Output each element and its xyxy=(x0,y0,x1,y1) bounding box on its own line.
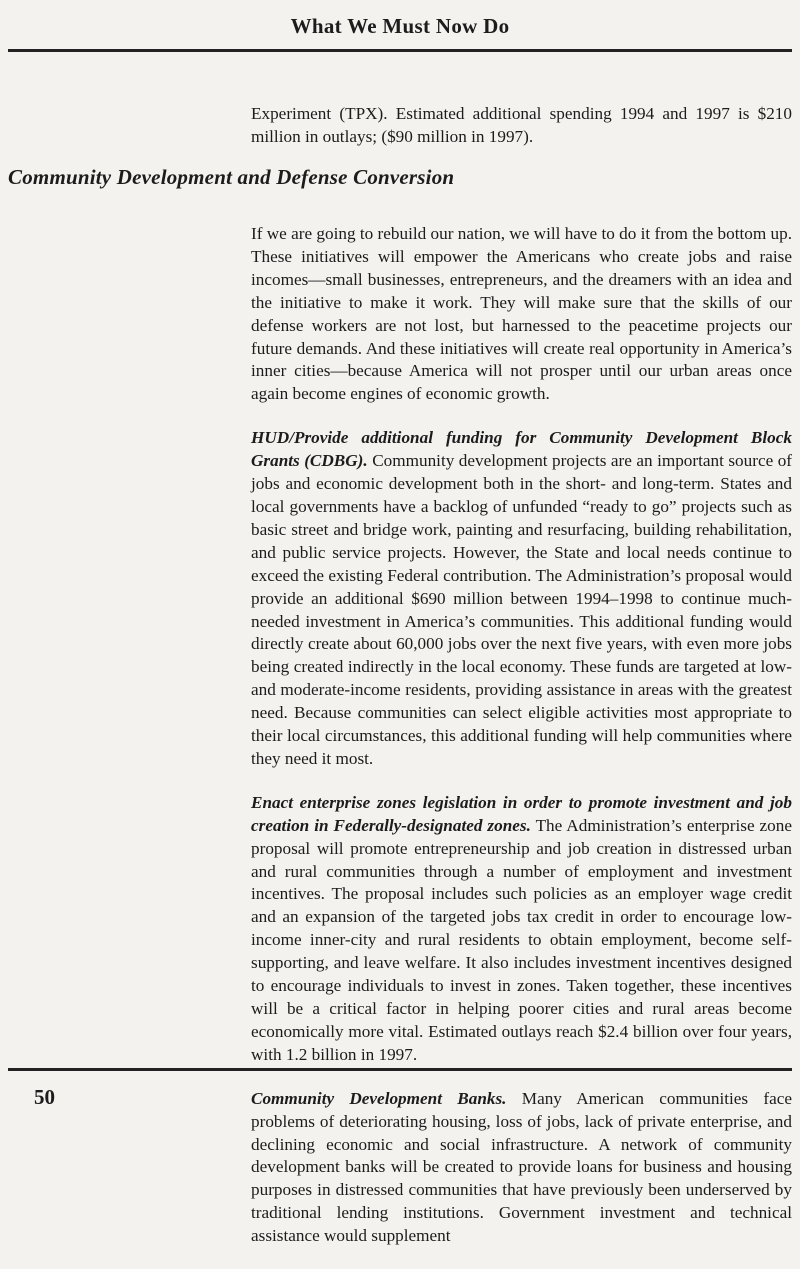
paragraph-text: Many American communities face problems of deteriorating housing, loss of jobs, lack of private enterprise, and declining economic and social infrastructure. A network of community development banks will be created to provide loans for business and housing purposes in distressed communities that have previously been underserved by traditional lending institutions. Government investment and technical assistance would supplement xyxy=(251,1088,793,1246)
section-body xyxy=(251,223,792,1269)
paragraph-lead: Community Development Banks. xyxy=(251,1088,507,1108)
paragraph-text: Community development projects are an important source of jobs and economic development both in the short- and long-term. States and local governments have a backlog of unfunded “ready to go” projects such as basic street and bridge work, painting and resurfacing, building rehabilitation, and public service projects. However, the State and local needs continue to exceed the existing Federal contribution. The Administration’s proposal would provide an additional $690 million between 1994–1998 to continue much-needed investment in America’s communities. This additional funding would directly create about 60,000 jobs over the next five years, with even more jobs being created indirectly in the local economy. These funds are targeted at low- and moderate-income residents, providing assistance in areas with the greatest need. Because communities can select eligible activities most appropriate to their local circumstances, this additional funding will help communities where they need it most. xyxy=(251,451,793,768)
paragraph-community-banks xyxy=(251,1088,792,1248)
paragraph-cdbg xyxy=(251,427,792,771)
intro-paragraph: Experiment (TPX). Estimated additional spending 1994 and 1997 is $210 million in outlays; ($90 million in 1997). xyxy=(251,104,792,146)
intro-block xyxy=(251,103,792,149)
paragraph-text: If we are going to rebuild our nation, we will have to do it from the bottom up. These initiatives will empower the Americans who create jobs and raise incomes—small businesses, entrepreneurs, and the dreamers with an idea and the initiative to make it work. They will make sure that the skills of our defense workers are not lost, but harnessed to the peacetime projects our future demands. And these initiatives will create real opportunity in America’s inner cities—because America will not prosper until our urban areas once again become engines of economic growth. xyxy=(251,224,792,404)
paragraph-text: The Administration’s enterprise zone proposal will promote entrepreneurship and job creation in distressed urban and rural communities through a number of employment and investment incentives. The proposal includes such policies as an employer wage credit and an expansion of the targeted jobs tax credit in order to encourage low-income inner-city and rural residents to obtain employment, become self-supporting, and leave welfare. It also includes investment incentives designed to encourage individuals to invest in zones. Taken together, these incentives will be a critical factor in helping poorer cities and rural areas become economically more vital. Estimated outlays reach $2.4 billion over four years, with 1.2 billion in 1997. xyxy=(251,815,792,1064)
paragraph-enterprise-zones xyxy=(251,792,792,1067)
paragraph-lead: HUD/Provide additional funding for Community Development Block Grants (CDBG). xyxy=(251,428,792,471)
paragraph-intro xyxy=(251,223,792,406)
running-title: What We Must Now Do xyxy=(290,14,510,38)
page-number: 50 xyxy=(34,1085,55,1109)
footer-rule xyxy=(8,1068,792,1071)
paragraph-lead: Enact enterprise zones legislation in order to promote investment and job creation in Federally-designated zones. xyxy=(251,792,792,835)
header-rule xyxy=(8,49,792,52)
section-heading: Community Development and Defense Conversion xyxy=(8,165,455,189)
